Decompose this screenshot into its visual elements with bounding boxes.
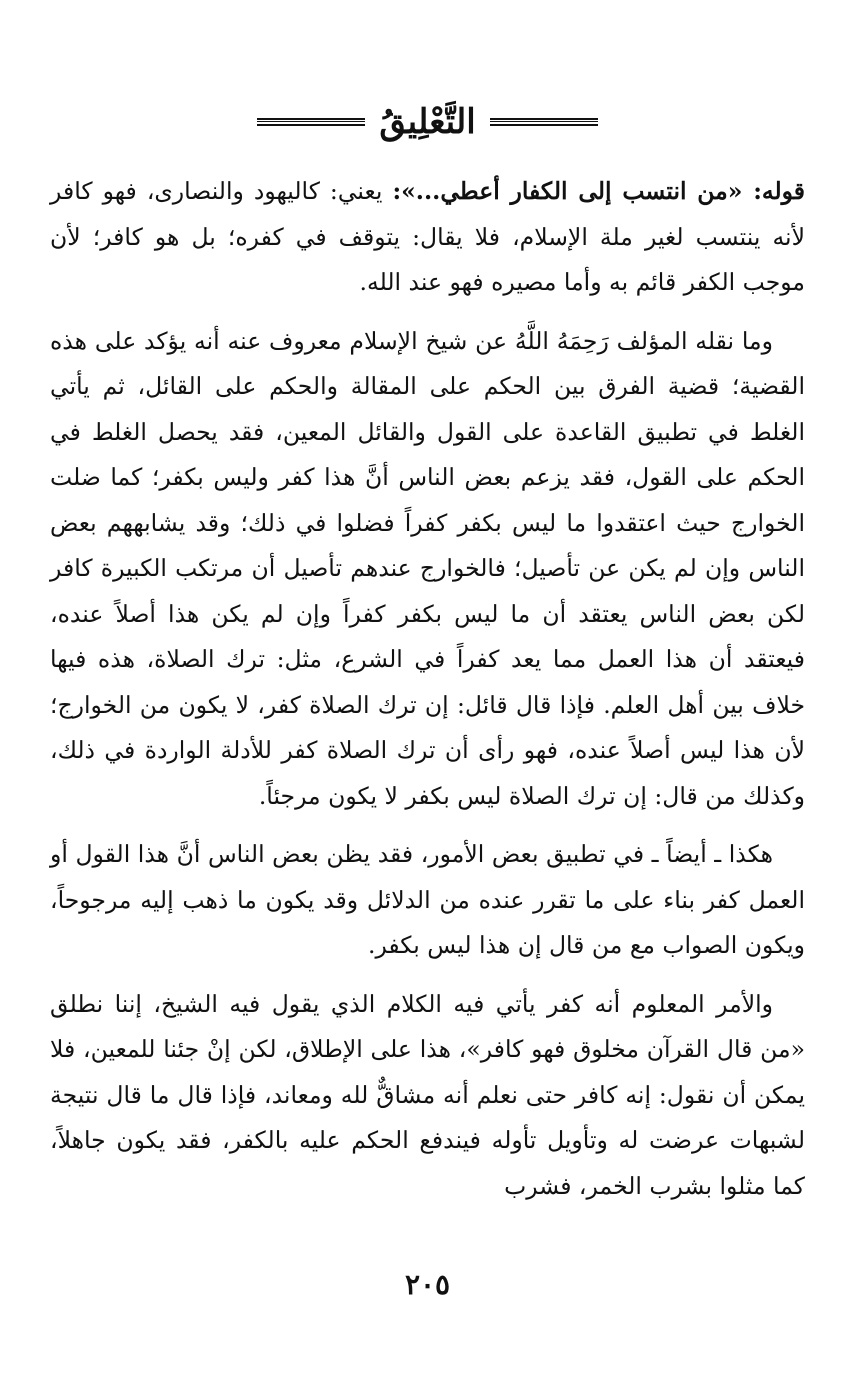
paragraph-3: هكذا ـ أيضاً ـ في تطبيق بعض الأمور، فقد يظن بعض الناس أنَّ هذا القول أو العمل كفر بناء على ما تقرر عنده من الدلائل وقد يكون ما ذهب إليه مرجوحاً، ويكون الصواب مع من قال إن هذا ليس بكفر. [50, 840, 805, 959]
section-header [50, 95, 805, 149]
document-page [50, 95, 805, 1209]
page-number: ٢٠٥ [404, 1268, 451, 1301]
paragraph-1-text: يعني: كاليهود والنصارى، فهو كافر لأنه ينتسب لغير ملة الإسلام، فلا يقال: يتوقف في كفره؛ بل هو كافر؛ لأن موجب الكفر قائم به وأما مصيره فهو عند الله. [50, 177, 805, 296]
decorative-rule-right [490, 118, 598, 126]
paragraph-2: وما نقله المؤلف رَحِمَهُ اللَّهُ عن شيخ الإسلام معروف عنه أنه يؤكد على هذه القضية؛ قضية الفرق بين الحكم على المقالة والحكم على القائل، ثم يأتي الغلط في تطبيق القاعدة على القول والقائل المعين، فقد يحصل الغلط في الحكم على القول، فقد يزعم بعض الناس أنَّ هذا كفر وليس بكفر؛ كما ضلت الخوارج حيث اعتقدوا ما ليس بكفر كفراً فضلوا في ذلك؛ وقد يشابههم بعض الناس وإن لم يكن عن تأصيل؛ فالخوارج عندهم تأصيل أن مرتكب الكبيرة كافر لكن بعض الناس يعتقد أن ما ليس بكفر كفراً وإن لم يكن هذا أصلاً عنده، فيعتقد أن هذا العمل مما يعد كفراً في الشرع، مثل: ترك الصلاة، هذه فيها خلاف بين أهل العلم. فإذا قال قائل: إن ترك الصلاة كفر، لا يكون من الخوارج؛ لأن هذا ليس أصلاً عنده، فهو رأى أن ترك الصلاة كفر للأدلة الواردة في ذلك، وكذلك من قال: إن ترك الصلاة ليس بكفر لا يكون مرجئاً. [50, 326, 805, 810]
paragraph-1 [50, 169, 805, 306]
section-title: التَّعْلِيقُ [379, 102, 476, 142]
paragraph-4: والأمر المعلوم أنه كفر يأتي فيه الكلام الذي يقول فيه الشيخ، إننا نطلق «من قال القرآن مخلوق فهو كافر»، هذا على الإطلاق، لكن إنْ جئنا للمعين، فلا يمكن أن نقول: إنه كافر حتى نعلم أنه مشاقٌّ لله ومعاند، فإذا قال ما قال نتيجة لشبهات عرضت له وتأويل تأوله فيندفع الحكم عليه بالكفر، فقد يكون جاهلاً، كما مثلوا بشرب الخمر، فشرب [50, 989, 805, 1200]
decorative-rule-left [257, 118, 365, 126]
quoted-lead: قوله: «من انتسب إلى الكفار أعطي...»: [392, 177, 805, 205]
